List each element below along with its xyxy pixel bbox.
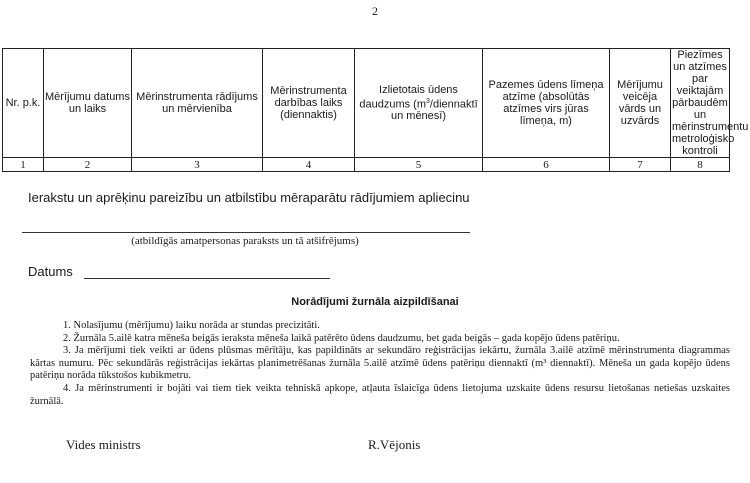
instruction-item: 3. Ja mērījumi tiek veikti ar ūdens plūsmas mērītāju, kas papildināts ar sekundāro reģistrācijas iekārtu, žurnāla 3.ailē atzīmē mērinstrumenta diagrammas kārtas numuru. Pēc sekundārās reģistrācijas iekārtas planimetrēšanas žurnāla 5.ailē atzīmē ūdens patēriņu diennaktī (m³ diennaktī). Mēneša un gada kopējo ūdens patēriņu norāda tūkstošos kubikmetru. (30, 345, 730, 382)
header-measurement-date: Mērījumu datums un laiks (44, 49, 132, 158)
instructions-list (30, 320, 730, 408)
header-notes: Piezīmes un atzīmes par veiktajām pārbaudēm un mērinstrumentu metroloģisko kontroli (672, 49, 749, 157)
date-label: Datums (28, 264, 73, 279)
column-number: 1 (3, 158, 44, 172)
column-number-row (3, 158, 730, 172)
header-row-number: Nr. p.k. (3, 49, 44, 158)
column-number: 5 (355, 158, 483, 172)
instructions-title: Norādījumi žurnāla aizpildīšanai (291, 296, 459, 308)
instruction-item: 1. Nolasījumu (mērījumu) laiku norāda ar stundas precizitāti. (63, 320, 320, 331)
header-instrument-operating-time: Mērinstrumenta darbības laiks (diennaktis) (263, 49, 355, 158)
column-number: 3 (132, 158, 263, 172)
header-groundwater-level: Pazemes ūdens līmeņa atzīme (absolūtās atzīmes virs jūras līmeņa, m) (483, 49, 610, 158)
column-number: 2 (44, 158, 132, 172)
certification-statement: Ierakstu un aprēķinu pareizību un atbilstību mēraparātu rādījumiem apliecinu (28, 190, 470, 205)
date-line (84, 278, 330, 279)
signature-line (22, 232, 470, 233)
header-measurer-name: Mērījumu veicēja vārds un uzvārds (610, 49, 671, 158)
instruction-item: 4. Ja mērinstrumenti ir bojāti vai tiem tiek veikta tehniskā apkope, atļauta īslaicīga ūdens lietojuma uzskaite ūdens resursu lietošanas netiešas uzskaites žurnālā. (30, 382, 730, 407)
header-water-used: Izlietotais ūdens daudzums ($m^3$/diennaktī un mēnesī) (355, 49, 483, 158)
instruction-item: 2. Žurnāla 5.ailē katra mēneša beigās ieraksta mēneša laikā patērēto ūdens daudzumu, bet gada beigās – gada kopējo ūdens patēriņu. (63, 332, 620, 344)
water-log-table (2, 48, 749, 172)
column-number: 6 (483, 158, 610, 172)
minister-title: Vides ministrs (66, 437, 141, 452)
minister-name: R.Vējonis (368, 437, 421, 452)
column-number: 7 (610, 158, 671, 172)
signature-caption: (atbildīgās amatpersonas paraksts un tā atšifrējums) (131, 235, 359, 247)
page-number: 2 (372, 4, 378, 18)
table-header-row (3, 49, 730, 158)
header-instrument-reading: Mērinstrumenta rādījums un mērvienība (132, 49, 263, 158)
column-number: 8 (671, 158, 730, 172)
column-number: 4 (263, 158, 355, 172)
